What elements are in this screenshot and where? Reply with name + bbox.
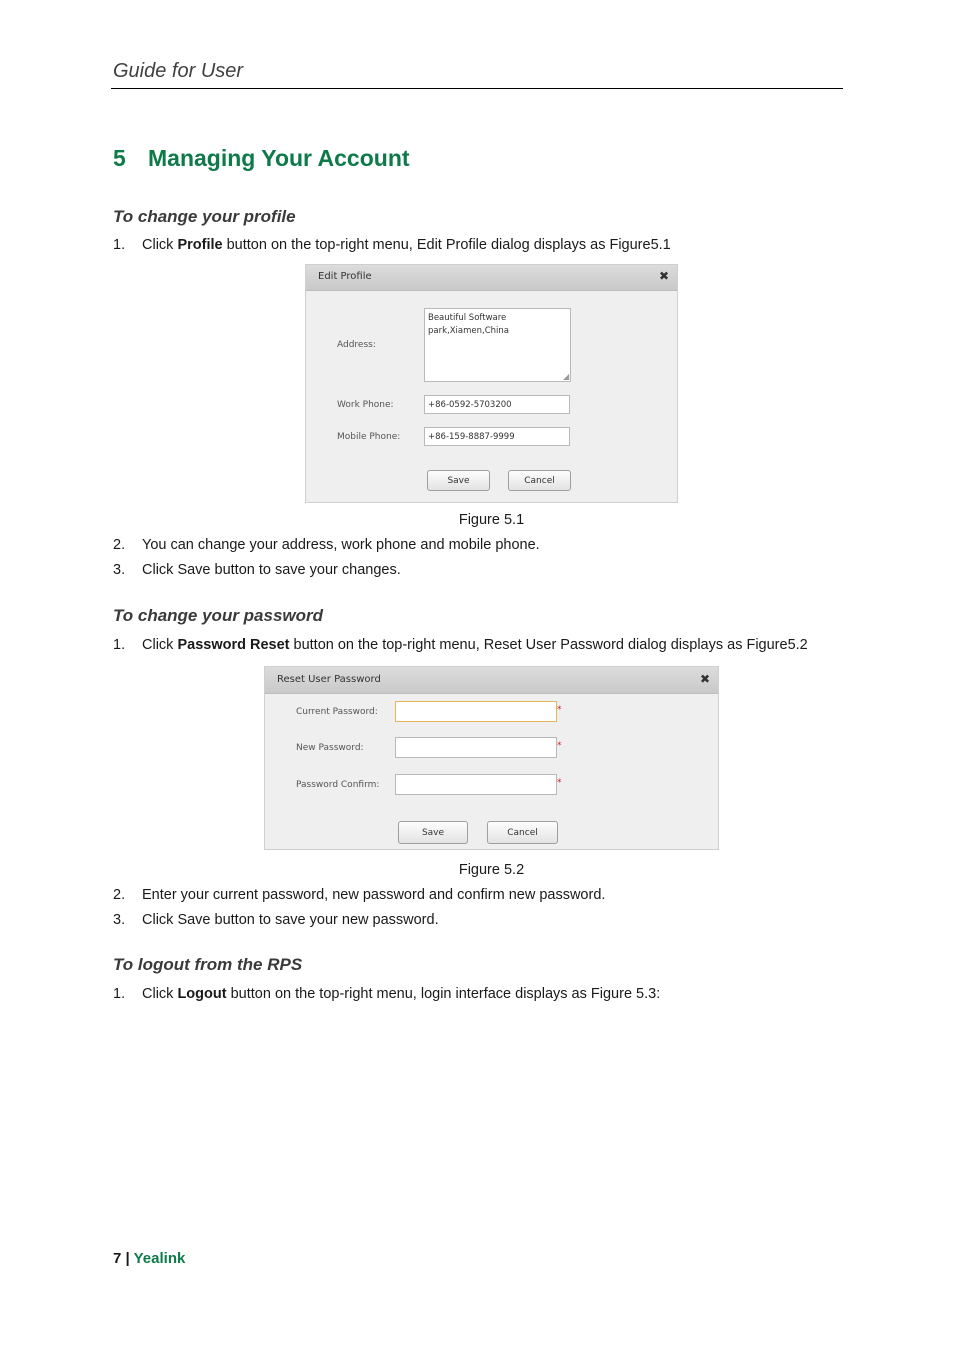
edit-profile-dialog xyxy=(305,264,678,503)
current-password-label: Current Password: xyxy=(296,707,378,717)
address-label: Address: xyxy=(337,340,376,350)
chapter-number: 5 xyxy=(113,145,126,171)
dialog-title: Reset User Password xyxy=(277,674,381,685)
password-confirm-label: Password Confirm: xyxy=(296,780,380,790)
step-text: Click Save button to save your new password. xyxy=(142,912,439,928)
save-button[interactable]: Save xyxy=(398,821,468,844)
step-text-post: button on the top-right menu, Reset User Password dialog displays as Figure5.2 xyxy=(289,637,808,653)
reset-password-dialog xyxy=(264,666,719,850)
required-marker: * xyxy=(557,705,562,715)
resize-grip-icon[interactable]: ◢ xyxy=(563,372,570,381)
required-marker: * xyxy=(557,741,562,751)
running-header-title: Guide for User xyxy=(113,60,244,82)
work-phone-input[interactable] xyxy=(424,395,570,414)
footer-brand: Yealink xyxy=(133,1250,186,1267)
close-icon[interactable]: ✖ xyxy=(699,672,710,686)
password-confirm-input[interactable] xyxy=(395,774,557,795)
step-text: Click Save button to save your changes. xyxy=(142,562,401,578)
step-number: 3. xyxy=(113,912,126,928)
work-phone-label: Work Phone: xyxy=(337,400,394,410)
cancel-button[interactable]: Cancel xyxy=(487,821,558,844)
section-heading-profile: To change your profile xyxy=(113,207,296,226)
section-heading-logout: To logout from the RPS xyxy=(113,955,303,974)
step-password-3 xyxy=(113,912,439,928)
mobile-phone-label: Mobile Phone: xyxy=(337,432,401,442)
step-text-pre: Click xyxy=(142,986,178,1002)
dialog-title-bar xyxy=(306,265,677,291)
step-text-bold: Password Reset xyxy=(177,637,290,653)
step-number: 1. xyxy=(113,237,126,253)
mobile-phone-input[interactable] xyxy=(424,427,570,446)
current-password-input[interactable] xyxy=(395,701,557,722)
step-text: You can change your address, work phone and mobile phone. xyxy=(142,537,540,553)
section-heading-password: To change your password xyxy=(113,606,324,625)
step-text-post: button on the top-right menu, Edit Profile dialog displays as Figure5.1 xyxy=(222,237,671,253)
required-marker: * xyxy=(557,778,562,788)
step-logout-1 xyxy=(113,986,660,1002)
step-profile-1 xyxy=(113,237,671,253)
step-text-bold: Profile xyxy=(177,237,223,253)
step-number: 2. xyxy=(113,537,126,553)
address-textarea[interactable] xyxy=(424,308,571,382)
step-number: 2. xyxy=(113,887,126,903)
figure-caption-5-2: Figure 5.2 xyxy=(458,862,525,878)
footer-separator: | xyxy=(125,1250,130,1267)
chapter-title: Managing Your Account xyxy=(148,145,410,171)
step-profile-2 xyxy=(113,537,540,553)
step-text-bold: Logout xyxy=(177,986,227,1002)
step-text-pre: Click xyxy=(142,237,178,253)
close-icon[interactable]: ✖ xyxy=(658,269,669,283)
step-password-1 xyxy=(113,637,808,653)
save-button[interactable]: Save xyxy=(427,470,490,491)
step-text-post: button on the top-right menu, login interface displays as Figure 5.3: xyxy=(226,986,661,1002)
step-text-pre: Click xyxy=(142,637,178,653)
step-number: 3. xyxy=(113,562,126,578)
page-number: 7 xyxy=(113,1250,122,1267)
step-number: 1. xyxy=(113,637,126,653)
dialog-title: Edit Profile xyxy=(318,271,372,282)
step-profile-3 xyxy=(113,562,401,578)
step-password-2 xyxy=(113,887,605,903)
page-footer xyxy=(113,1250,185,1267)
chapter-heading xyxy=(113,145,410,172)
new-password-input[interactable] xyxy=(395,737,557,758)
figure-caption-5-1: Figure 5.1 xyxy=(458,512,525,528)
cancel-button[interactable]: Cancel xyxy=(508,470,571,491)
step-number: 1. xyxy=(113,986,126,1002)
step-text: Enter your current password, new password and confirm new password. xyxy=(142,887,606,903)
header-divider xyxy=(111,88,843,89)
dialog-title-bar xyxy=(265,667,718,694)
new-password-label: New Password: xyxy=(296,743,364,753)
